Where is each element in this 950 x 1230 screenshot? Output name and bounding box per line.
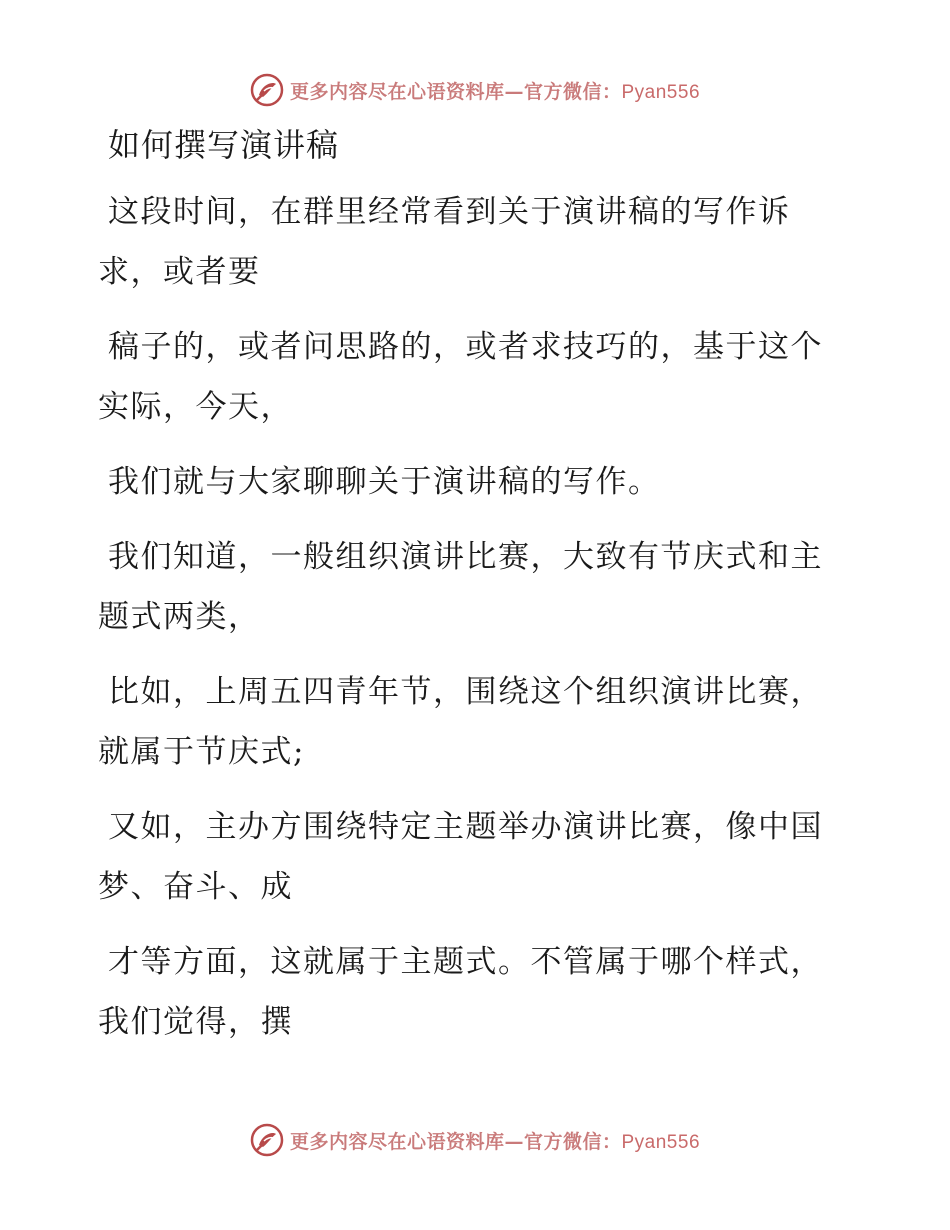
paragraph: 稿子的，或者问思路的，或者求技巧的，基于这个实际，今天， — [98, 329, 823, 425]
paragraph: 这段时间，在群里经常看到关于演讲稿的写作诉求，或者要 — [98, 194, 791, 290]
paragraph: 我们知道，一般组织演讲比赛，大致有节庆式和主题式两类， — [98, 539, 823, 635]
rose-logo-icon — [250, 1123, 284, 1157]
paragraph: 比如，上周五四青年节，围绕这个组织演讲比赛，就属于节庆式; — [98, 674, 823, 770]
watermark-wechat-id: Pyan556 — [621, 1131, 701, 1153]
paragraph: 才等方面，这就属于主题式。不管属于哪个样式，我们觉得，撰 — [98, 944, 823, 1040]
watermark-text: 更多内容尽在心语资料库—官方微信：Pyan556 — [289, 1130, 701, 1153]
document-title: 如何撰写演讲稿 — [108, 126, 340, 164]
document-body — [98, 120, 838, 1067]
paragraph: 我们就与大家聊聊关于演讲稿的写作。 — [108, 464, 661, 500]
header-watermark — [0, 70, 950, 110]
footer-watermark — [0, 1120, 950, 1160]
watermark-wechat-id: Pyan556 — [621, 81, 701, 103]
watermark-text: 更多内容尽在心语资料库—官方微信：Pyan556 — [289, 80, 701, 103]
rose-logo-icon — [250, 73, 284, 107]
paragraph: 又如，主办方围绕特定主题举办演讲比赛，像中国梦、奋斗、成 — [98, 809, 823, 905]
